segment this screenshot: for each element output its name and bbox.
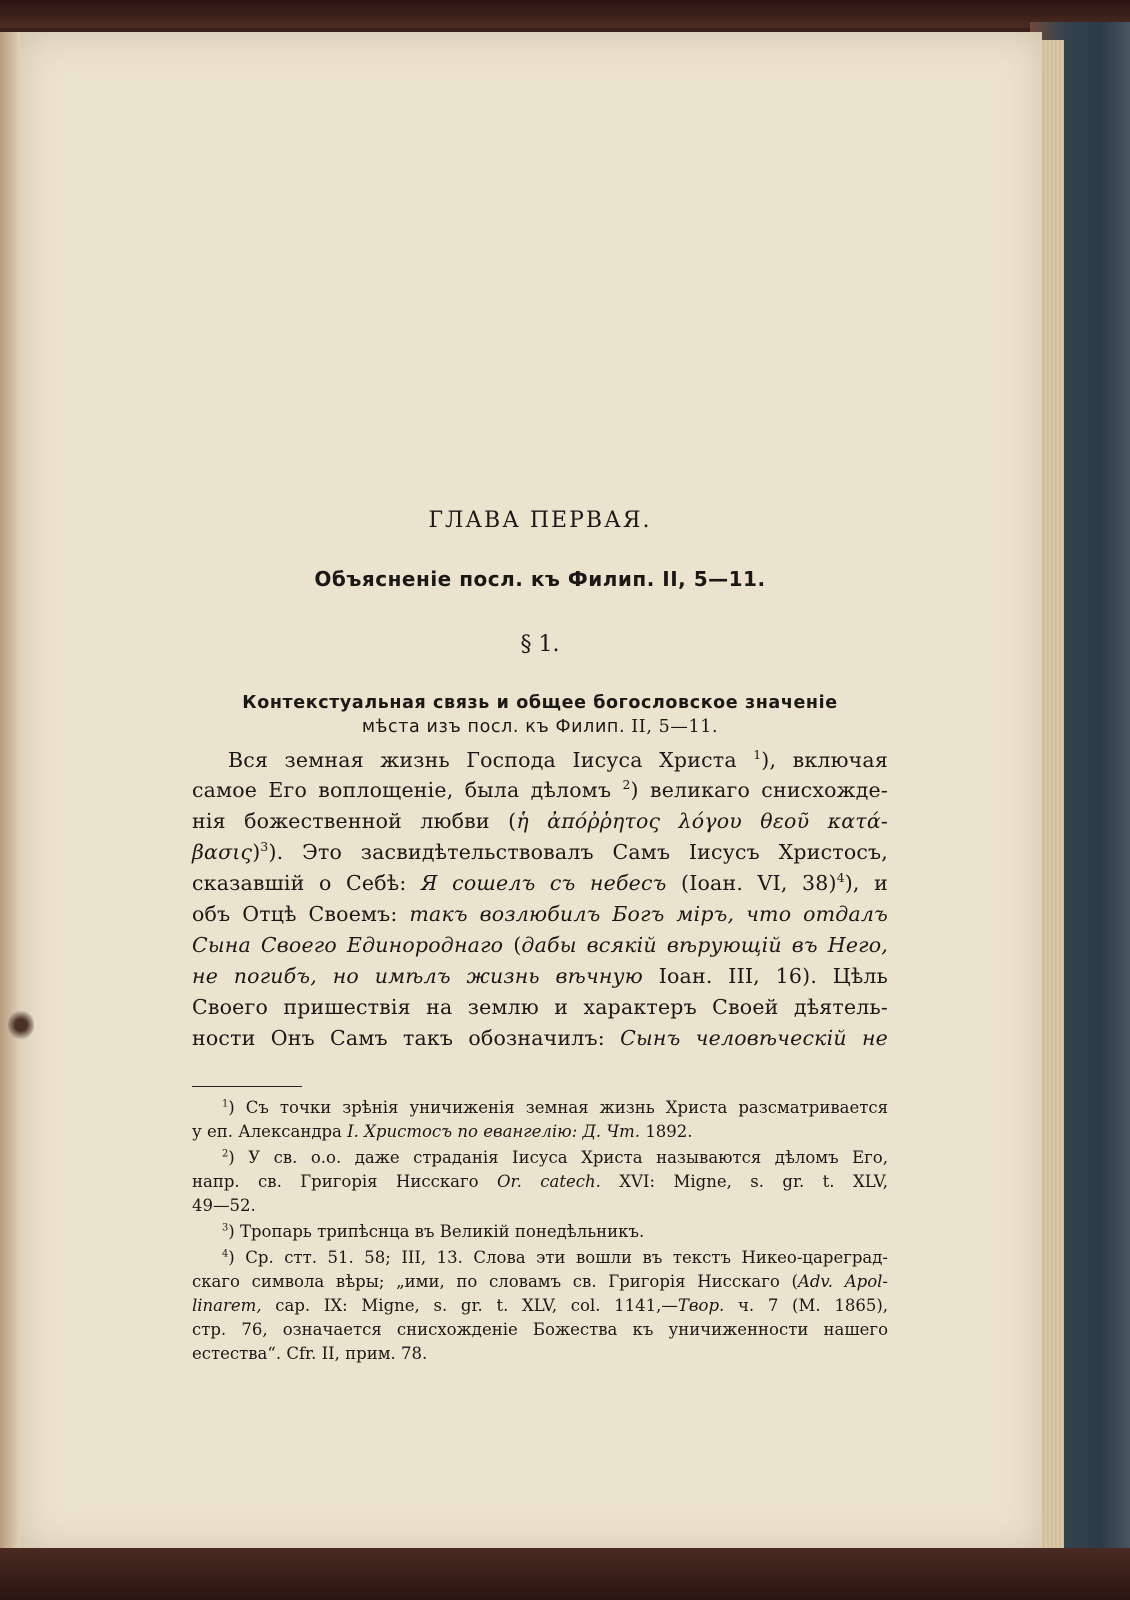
footnote-4-line-2 (192, 1272, 888, 1291)
text: ности Онъ Самъ такъ обозначилъ: (192, 1026, 605, 1050)
footnote-ref: 1 (753, 748, 762, 763)
body-line-6 (192, 902, 888, 926)
footnote-2-line-2 (192, 1172, 888, 1191)
text: нія божественной любви ( (192, 809, 517, 833)
text: напр. св. Григорія Нисскаго (192, 1172, 479, 1191)
text: ч. 7 (М. 1865), (738, 1296, 889, 1315)
body-line-9: Своего пришествія на землю и характеръ Своей дѣятель- (192, 995, 888, 1019)
chapter-title: ГЛАВА ПЕРВАЯ. (428, 508, 652, 533)
text: у еп. Александра (192, 1122, 342, 1141)
text: (Іоан. VI, 38) (681, 871, 837, 895)
body-line-2 (192, 778, 888, 802)
italic-text: Adv. Apol- (797, 1272, 888, 1291)
chapter-subtitle: Объясненіе посл. къ Филип. II, 5—11. (314, 567, 766, 591)
italic-text: такъ возлюбилъ Богъ міръ, что отдалъ (409, 902, 889, 926)
footnote-4-line-5: естества“. Cfr. II, прим. 78. (192, 1344, 428, 1363)
italic-text: Сына Своего Единороднаго (192, 933, 504, 957)
body-line-7 (192, 933, 888, 957)
binding-gutter (0, 32, 22, 1552)
footnote-1-line-2 (192, 1122, 888, 1141)
text: XVI: Migne, s. gr. t. XLV, (619, 1172, 888, 1191)
greek-text: βασις (192, 840, 253, 864)
italic-text: Or. catech. (497, 1172, 601, 1191)
text: ( (513, 933, 522, 957)
body-line-4: βασις)$^3$). Это засвидѣтельствовалъ Самъ Іисусъ Христосъ, (192, 840, 888, 864)
body-line-3 (192, 809, 888, 833)
text: ) У св. о.о. даже страданія Іисуса Христа называются дѣломъ Его, (228, 1148, 888, 1167)
section-heading-line-1: Контекстуальная связь и общее богословское значеніе (242, 693, 838, 713)
footnote-2-line-1 (192, 1148, 888, 1167)
text: cap. IX: Migne, s. gr. t. XLV, col. 1141,— (275, 1296, 678, 1315)
italic-text: не погибъ, но имѣлъ жизнь вѣчную (192, 964, 643, 988)
text: объ Отцѣ Своемъ: (192, 902, 398, 926)
footnote-4-line-4: стр. 76, означается снисхожденіе Божества къ уничиженности нашего (192, 1320, 888, 1339)
heading-text: мѣста изъ посл. къ Филип. (361, 717, 626, 737)
text: ). Это засвидѣтельствовалъ Самъ Іисусъ Христосъ, (268, 840, 888, 864)
footnote-number: 2 (222, 1148, 229, 1160)
footnote-divider (192, 1086, 302, 1087)
footnote-2-line-3: 49—52. (192, 1196, 256, 1215)
footnote-number: 4 (222, 1248, 229, 1260)
text: Вся земная жизнь Господа Іисуса Христа (228, 748, 737, 772)
text: самое Его воплощеніе, была дѣломъ (192, 778, 612, 802)
footnote-ref: 4 (836, 871, 845, 886)
book-cover-bottom (0, 1548, 1130, 1600)
text: сказавшій о Себѣ: (192, 871, 407, 895)
text: ), и (844, 871, 888, 895)
footnote-ref: 3 (260, 840, 269, 855)
page (20, 32, 1042, 1552)
greek-text: ἡ ἀπόῤῥητος λόγου θεοῦ κατά- (516, 809, 888, 833)
text: ) Ср. стт. 51. 58; III, 13. Слова эти вошли въ текстъ Никео-царeград- (228, 1248, 888, 1267)
text: ) Съ точки зрѣнія уничиженія земная жизнь Христа разсматривается (228, 1098, 888, 1117)
body-line-8 (192, 964, 888, 988)
italic-text: Сынъ человѣческій не (620, 1026, 888, 1050)
footnote-ref: 2 (622, 778, 631, 793)
italic-text: дабы всякій вѣрующій въ Него, (521, 933, 888, 957)
italic-text: Я сошелъ съ небесъ (420, 871, 667, 895)
text: скаго символа вѣры; „ими, по словамъ св. Григорія Нисскаго ( (192, 1272, 798, 1291)
heading-reference: II, 5—11. (631, 717, 719, 737)
body-line-1 (192, 748, 888, 772)
section-mark: § 1. (520, 632, 560, 657)
italic-text: linarem, (192, 1296, 262, 1315)
text: ) Тропарь трипѣснца въ Великій понедѣльникъ. (228, 1222, 645, 1241)
italic-text: Твор. (677, 1296, 725, 1315)
body-line-10 (192, 1026, 888, 1050)
italic-text: I. Христосъ по евангелію: Д. Чт. (347, 1122, 641, 1141)
footnote-4-line-1 (192, 1248, 888, 1267)
footnote-4-line-3 (192, 1296, 888, 1315)
text: 1892. (645, 1122, 693, 1141)
footnote-1-line-1 (192, 1098, 888, 1117)
footnote-number: 1 (222, 1098, 229, 1110)
body-line-5 (192, 871, 888, 895)
book-cover-top (0, 0, 1130, 28)
text: ) великаго снисхожде- (630, 778, 889, 802)
section-heading-line-2 (192, 717, 888, 737)
text: Іоан. III, 16). Цѣль (658, 964, 888, 988)
text: ), включая (761, 748, 888, 772)
stain-mark (8, 1010, 34, 1040)
footnote-3 (192, 1222, 888, 1241)
footnote-number: 3 (222, 1222, 229, 1234)
